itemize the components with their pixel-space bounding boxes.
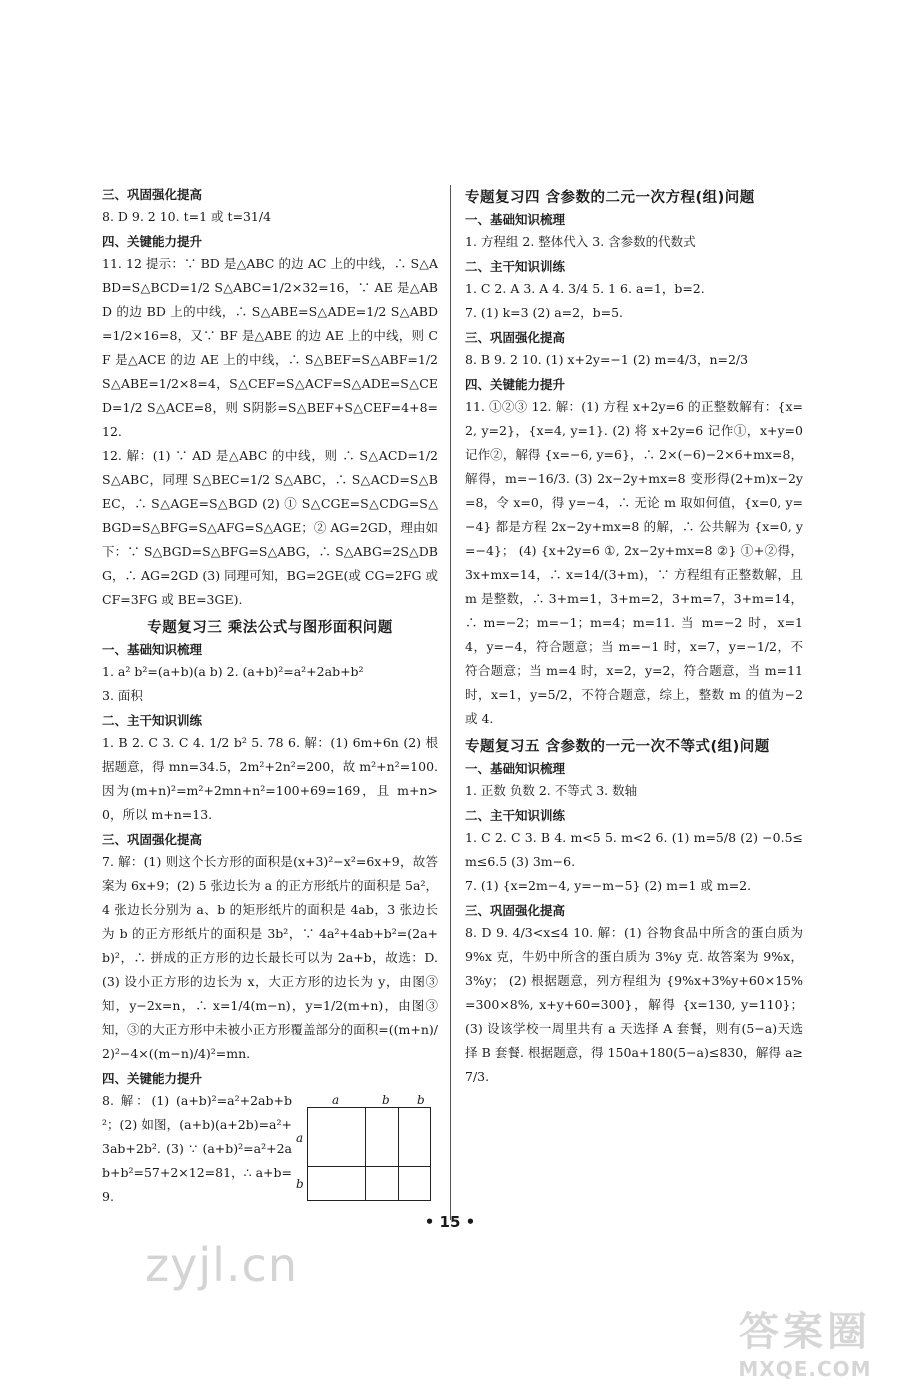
right-subsection-heading-6: 三、巩固强化提高 (465, 330, 566, 345)
area-diagram (295, 1093, 440, 1205)
left-answer-paragraph-7: 1. a² b²=(a+b)(a b) 2. (a+b)²=a²+2ab+b² (102, 664, 364, 679)
left-subsection-heading-2: 四、关键能力提升 (102, 234, 203, 249)
left-answer-paragraph-14: 8. 解：(1) (a+b)²=a²+2ab+b²；(2) 如图，(a+b)(a+2b)=a²+3ab+2b². (3) ∵ (a+b)²=a²+2ab+b²=57+2×12=81，∴ a+b=9. (102, 1093, 292, 1204)
right-subsection-heading-1: 一、基础知识梳理 (465, 212, 566, 227)
left-answer-paragraph-10: 1. B 2. C 3. C 4. 1/2 b² 5. 78 6. 解：(1) 6m+6n (2) 根据题意，得 mn=34.5，2m²+2n²=200，故 m²+n²=100. 因为(m+n)²=m²+2mn+n²=100+69=169，且 m+n>0，所以 m+n=13. (102, 735, 438, 822)
grid-top-label-b2: b (417, 1093, 425, 1107)
right-answer-paragraph-2: 1. 方程组 2. 整体代入 3. 含参数的代数式 (465, 234, 696, 249)
left-subsection-heading-13: 四、关键能力提升 (102, 1071, 203, 1086)
right-answer-paragraph-7: 8. B 9. 2 10. (1) x+2y=−1 (2) m=4/3，n=2/3 (465, 352, 749, 367)
right-answer-paragraph-4: 1. C 2. A 3. A 4. 3/4 5. 1 6. a=1，b=2. (465, 281, 705, 296)
grid-vline-1 (365, 1108, 366, 1200)
watermark-mxqe-title: 答案圈 (739, 1309, 871, 1355)
right-section-title-10: 专题复习五 含参数的一元一次不等式(组)问题 (465, 739, 770, 755)
watermark-mxqe (720, 1300, 890, 1381)
watermark-zyjl: zyjl.cn (145, 1238, 298, 1292)
right-section-title-0: 专题复习四 含参数的二元一次方程(组)问题 (465, 190, 755, 206)
right-column (465, 182, 803, 1089)
right-subsection-heading-8: 四、关键能力提升 (465, 377, 566, 392)
left-subsection-heading-6: 一、基础知识梳理 (102, 642, 203, 657)
right-answer-paragraph-14: 1. C 2. C 3. B 4. m<5 5. m<2 6. (1) m=5/8 (2) −0.5≤m≤6.5 (3) 3m−6. (465, 830, 803, 869)
grid-vline-2 (398, 1108, 399, 1200)
left-answer-paragraph-8: 3. 面积 (102, 688, 143, 703)
right-answer-paragraph-12: 1. 正数 负数 2. 不等式 3. 数轴 (465, 783, 638, 798)
grid-hline-1 (308, 1166, 430, 1167)
left-subsection-heading-11: 三、巩固强化提高 (102, 832, 203, 847)
page-number: • 15 • (424, 1213, 476, 1231)
right-subsection-heading-3: 二、主干知识训练 (465, 259, 566, 274)
left-answer-paragraph-4: 12. 解：(1) ∵ AD 是△ABC 的中线，则 ∴ S△ACD=1/2 S△ABC，同理 S△BEC=1/2 S△ABC，∴ S△ACD=S△BEC，∴ S△AGE=S△BGD (2) ① S△CGE=S△CDG=S△BGD=S△BFG=S△AFG=S△AGE；② AG=2GD，理由如下：∵ S△BGD=S△BFG=S△ABG，∴ S△ABG=2S△DBG，∴ AG=2GD (3) 同理可知，BG=2GE(或 CG=2FG 或 CF=3FG 或 BE=3GE). (102, 448, 438, 607)
grid-rectangle (307, 1107, 431, 1201)
right-answer-paragraph-17: 8. D 9. 4/3<x≤4 10. 解：(1) 谷物食品中所含的蛋白质为 9%x 克，牛奶中所含的蛋白质为 3%y 克. 故答案为 9%x，3%y； (2) 根据题意，列方程组为 {9%x+3%y+60×15%=300×8%, x+y+60=300}，解得 {x=130, y=110}； (3) 设该学校一周里共有 a 天选择 A 套餐，则有(5−a)天选择 B 套餐. 根据题意，得 150a+180(5−a)≤830，解得 a≥7/3. (465, 925, 803, 1084)
right-subsection-heading-13: 二、主干知识训练 (465, 808, 566, 823)
left-subsection-heading-9: 二、主干知识训练 (102, 713, 203, 728)
left-answer-paragraph-12: 7. 解：(1) 则这个长方形的面积是(x+3)²−x²=6x+9，故答案为 6x+9；(2) 5 张边长为 a 的正方形纸片的面积是 5a²，4 张边长分别为 a、b 的矩形纸片的面积是 4ab，3 张边长为 b 的正方形纸片的面积是 3b²，∵ 4a²+4ab+b²=(2a+b)²，∴ 拼成的正方形的边长最长可以为 2a+b，故选：D. (3) 设小正方形的边长为 x，大正方形的边长为 y，由图③知，y−2x=n，∴ x=1/4(m−n)，y=1/2(m+n)，由图③知，③的大正方形中未被小正方形覆盖部分的面积=((m+n)/2)²−4×((m−n)/4)²=mn. (102, 854, 438, 1061)
grid-top-label-a: a (332, 1093, 340, 1107)
right-subsection-heading-16: 三、巩固强化提高 (465, 903, 566, 918)
left-answer-paragraph-3: 11. 12 提示：∵ BD 是△ABC 的边 AC 上的中线，∴ S△ABD=S△BCD=1/2 S△ABC=1/2×32=16，∵ AE 是△ABD 的边 BD 上的中线，∴ S△ABE=S△ADE=1/2 S△ABD=1/2×16=8，又∵ BF 是△ABE 的边 AE 上的中线，则 CF 是△ACE 的边 AE 上的中线，∴ S△BEF=S△ABF=1/2 S△ABE=1/2×8=4，S△CEF=S△ACF=S△ADE=S△CED=1/2 S△ACE=8，则 S阴影=S△BEF+S△CEF=4+8=12. (102, 256, 438, 439)
grid-top-label-b1: b (382, 1093, 390, 1107)
right-answer-paragraph-5: 7. (1) k=3 (2) a=2，b=5. (465, 305, 624, 320)
grid-side-label-b: b (296, 1177, 304, 1191)
right-answer-paragraph-9: 11. ①②③ 12. 解：(1) 方程 x+2y=6 的正整数解有：{x=2, y=2}，{x=4, y=1}. (2) 将 x+2y=6 记作①，x+y=0 记作②，解得 {x=−6, y=6}，∴ 2×(−6)−2×6+mx=8，解得，m=−16/3. (3) 2x−2y+mx=8 变形得(2+m)x−2y=8，令 x=0，得 y=−4，∴ 无论 m 取如何值，{x=0, y=−4} 都是方程 2x−2y+mx=8 的解，∴ 公共解为 {x=0, y=−4}； (4) {x+2y=6 ①, 2x−2y+mx=8 ②} ①+②得，3x+mx=14，∴ x=14/(3+m)，∵ 方程组有正整数解，且 m 是整数，∴ 3+m=1，3+m=2，3+m=7，3+m=14，∴ m=−2；m=−1；m=4；m=11. 当 m=−2 时，x=14，y=−4，符合题意；当 m=−1 时，x=7，y=−1/2，不符合题意；当 m=4 时，x=2，y=2，符合题意，当 m=11 时，x=1，y=5/2，不符合题意，综上，整数 m 的值为−2 或 4. (465, 399, 803, 726)
left-section-title-5: 专题复习三 乘法公式与图形面积问题 (147, 620, 393, 636)
grid-side-label-a: a (296, 1131, 304, 1145)
left-column (102, 182, 438, 1209)
watermark-mxqe-url: MXQE.COM (738, 1357, 872, 1381)
column-divider (450, 185, 451, 1220)
left-subsection-heading-0: 三、巩固强化提高 (102, 187, 203, 202)
left-answer-paragraph-1: 8. D 9. 2 10. t=1 或 t=31/4 (102, 209, 272, 224)
right-answer-paragraph-15: 7. (1) {x=2m−4, y=−m−5} (2) m=1 或 m=2. (465, 878, 752, 893)
right-subsection-heading-11: 一、基础知识梳理 (465, 761, 566, 776)
